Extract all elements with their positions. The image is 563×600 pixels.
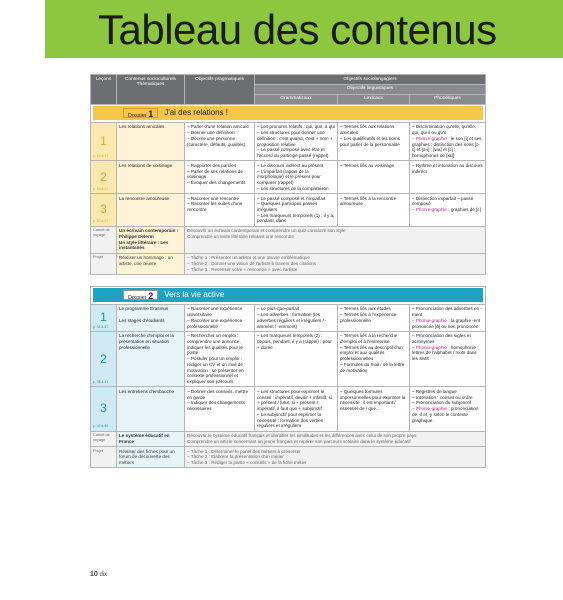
lesson-theme: Les relations de voisinage xyxy=(117,161,185,194)
dossier1-carnet-label: Carnet de voyage xyxy=(91,226,117,253)
phonetic-text: – Distinction imparfait – passé composé xyxy=(412,195,474,207)
lesson-phonetic xyxy=(410,331,486,387)
page-number-words: dix xyxy=(99,572,108,578)
lesson-pages: p. 14 à 17 xyxy=(93,154,109,159)
lesson-row xyxy=(91,304,486,331)
lesson-theme: La recherche d'emploi et la présentation en situation professionnelle xyxy=(117,331,185,387)
dossier2-carnet-label: Carnet de voyage xyxy=(91,431,117,446)
lesson-pragmatic: – Donner des conseils, mettre en garde – Indiquer des changements nécessaires xyxy=(185,387,255,431)
lesson-grammar: – Le plus-que-parfait – Les adverbes : formation (les adverbes réguliers et irréguliers / -amment / -emment) xyxy=(255,304,338,331)
phonie-graphie-text: prononciation de -il et -y selon le contexte graphique xyxy=(412,406,479,423)
header-sociolangagiers: Objectifs sociolangagiers xyxy=(255,75,486,85)
dossier2-projet-label: Projet xyxy=(91,447,117,468)
dossier1-carnet-theme: Un écrivain contemporain : Philippe Delerm Un style littéraire : Les instantanés xyxy=(117,226,185,253)
phonie-graphie-text: graphies de [ɛ] xyxy=(450,207,481,212)
phonetic-text: – Prononciation des adverbes en -ment xyxy=(412,306,482,318)
header-lexicaux: Lexicaux xyxy=(338,94,410,104)
lesson-pages: p. 18 à 21 xyxy=(93,186,109,191)
header-grammaticaux: Grammaticaux xyxy=(255,94,338,104)
lesson-number: 2 p. 18 à 21 xyxy=(91,161,117,194)
lesson-pragmatic: – Raconter une rencontre – Raconter les suites d'une rencontre xyxy=(185,194,255,227)
dossier1-projet-text: – Tâche 1 : Présenter un artiste et une œuvre emblématique – Tâche 2 : Donner une vision de l'artiste à travers des citations – Tâche 3 : Recenser votre « rencontre » avec l'artiste xyxy=(185,253,486,274)
dossier1-carnet-text: Découvrir un écrivain contemporain et comprendre un quiz consacré son style Comprendre un texte littéraire relatant une rencontre xyxy=(185,226,486,253)
lesson-lexical: – Termes liés aux études – Termes liés à l'expérience professionnelle xyxy=(338,304,410,331)
lesson-pages: p. 34 à 37 xyxy=(93,324,109,329)
phonetic-text: – Discrimination qu'elle, qu'elle, qui, qui il ou qu'il xyxy=(412,124,477,136)
dossier2-projet-text: – Tâche 1 : Déterminer le panel des métiers à présenter – Tâche 2 : Élaborer la présentation d'un métier – Tâche 3 : Rédiger la partie « conseils » de la fiche métier xyxy=(185,447,486,468)
header-lecons: Leçons xyxy=(91,75,117,105)
phonie-graphie-text: homophonie : lettres de l'alphabet / mots dans les SMS xyxy=(412,344,479,362)
title-band xyxy=(0,0,563,58)
dossier2-carnet-theme: Le système éducatif en France xyxy=(117,431,185,446)
lesson-pragmatic: – Rechercher un emploi : comprendre une annonce, indiquer les qualités pour le poste – Postuler pour un emploi : rédiger un CV et un mail de motivation ; se présenter en contexte professionnel et expliquer son parcours xyxy=(185,331,255,387)
lesson-grammar: – Les structures pour exprimer le conseil : impératif, devoir + infinitif, si + présent / futur, si + présent / impératif, il faut que + subjonctif – Le subjonctif pour exprimer la nécessité : formation des verbes réguliers et irréguliers xyxy=(255,387,338,431)
header-contenus: Contenus socioculturels Thématiques xyxy=(117,75,185,105)
phonie-graphie-text: la graphie -ent prononcée [ɑ̃] ou non prononcée xyxy=(412,317,481,329)
lesson-grammar: – Le discours indirect au présent – L'imparfait (rappel de la morphologie) et le présent pour comparer (rappel) – Les structures de la comparaison xyxy=(255,161,338,194)
lesson-lexical: – Termes liés à la recherche d'emploi et à l'entreprise – Termes liés au descriptif d'un emploi et aux qualités professionnelles – Formules du mail / de la lettre de motivation xyxy=(338,331,410,387)
lesson-pages: p. 38 à 41 xyxy=(93,380,109,385)
lesson-number: 3 p. 22 à 27 xyxy=(91,194,117,227)
phonetic-text: – Registres de langue – Intonation : conseil ou ordre – Prononciation du subjonctif xyxy=(412,388,473,406)
phonie-graphie-label: – Phonie-graphie : xyxy=(412,406,450,412)
lesson-grammar: – Les marqueurs temporels (2) : depuis, pendant, il y a (rappel) ; pour + durée xyxy=(255,331,338,387)
lesson-row xyxy=(91,194,486,227)
lesson-pragmatic: – Parler d'une relation amicale – Donner une définition – Décrire une personne (caractère, défauts, qualités) xyxy=(185,122,255,160)
dossier1-title: J'ai des relations ! xyxy=(164,108,228,118)
dossier2-label: Dossier 2 xyxy=(123,290,158,300)
phonetic-text: – Prononciation des sigles et acronymes xyxy=(412,333,471,345)
header-pragmatiques: Objectifs pragmatiques xyxy=(185,75,255,105)
dossier2-projet-theme: Réaliser des fiches pour un forum de découverte des métiers xyxy=(117,447,185,468)
lesson-phonetic xyxy=(410,387,486,431)
dossier1-projet-theme: Réaliser un hommage : un artiste, une œuvre xyxy=(117,253,185,274)
dossier1-projet-label: Projet xyxy=(91,253,117,274)
dossier1-label: Dossier 1 xyxy=(123,108,158,118)
lesson-theme: Le programme Erasmus Les stages d'étudiants xyxy=(117,304,185,331)
phonie-graphie-text: le son [i] et ses graphies ; distinction des sons [ɔ-ɛ] et [a-i] ; [wa] et [ɛ] : homophones de [kɛl] xyxy=(412,135,482,159)
dossier2-title: Vers la vie active xyxy=(164,290,225,300)
phonie-graphie-label: – Phonie-graphie : xyxy=(412,344,450,350)
lesson-lexical: – Termes liés au voisinage xyxy=(338,161,410,194)
header-phonetiques: Phonétiques xyxy=(410,94,486,104)
lesson-number: 3 p. 42 à 45 xyxy=(91,387,117,431)
lesson-row xyxy=(91,161,486,194)
lesson-phonetic xyxy=(410,194,486,227)
lesson-number: 2 p. 38 à 41 xyxy=(91,331,117,387)
lesson-number: 1 p. 34 à 37 xyxy=(91,304,117,331)
phonie-graphie-label: – Phonie-graphie : xyxy=(412,317,450,323)
dossier2-carnet-text: Découvrir le système éducatif français et identifier les similitudes et les différences avec celui de son propre pays Comprendre un article concernant un jeune français et repérer son parcours scolaire dans le système éducatif xyxy=(185,431,486,446)
lesson-grammar: – Les pronoms relatifs : qui, que, à qui – Les structures pour donner une définition : c'est quand, c'est + nom + proposition relative – Le passé composé avec être et l'accord du participe passé (rappel) xyxy=(255,122,338,160)
page-number: 10 xyxy=(90,571,98,578)
header-linguistiques: Objectifs linguistiques xyxy=(255,84,486,94)
phonetic-text: – Rythme et intonation au discours indirect xyxy=(412,162,483,174)
dossier2-banner xyxy=(93,288,483,302)
lesson-row xyxy=(91,387,486,431)
lesson-phonetic xyxy=(410,161,486,194)
lesson-theme: Les entretiens d'embauche xyxy=(117,387,185,431)
lesson-theme: La rencontre amoureuse xyxy=(117,194,185,227)
lesson-pages: p. 42 à 45 xyxy=(93,424,109,429)
page-footer xyxy=(90,571,107,578)
lesson-lexical: – Termes liés aux relations amicales – Les qualificatifs et les noms pour parler de la personnalité xyxy=(338,122,410,160)
lesson-lexical: – Termes liés à la rencontre amoureuse xyxy=(338,194,410,227)
lesson-row xyxy=(91,331,486,387)
lesson-pragmatic: – Raconter une expérience universitaire – Raconter une expérience professionnelle xyxy=(185,304,255,331)
lesson-lexical: – Quelques formules impersonnelles pour exprimer la nécessité : il est important / essentiel de / que… xyxy=(338,387,410,431)
phonie-graphie-label: – Phonie-graphie : xyxy=(412,135,450,141)
dossier1-banner xyxy=(93,106,483,120)
contents-table xyxy=(90,74,486,468)
lesson-number: 1 p. 14 à 17 xyxy=(91,122,117,160)
lesson-theme: Les relations amicales xyxy=(117,122,185,160)
phonie-graphie-label: – Phonie-graphie : xyxy=(412,207,450,212)
page-title: Tableau des contenus xyxy=(98,6,497,53)
lesson-pages: p. 22 à 27 xyxy=(93,219,109,224)
lesson-phonetic xyxy=(410,304,486,331)
lesson-pragmatic: – Rapporter des paroles – Parler de ses relations de voisinage – Évoquer des changements xyxy=(185,161,255,194)
lesson-grammar: – Le passé composé et l'imparfait – Quelques participes passés irréguliers – Les marqueurs temporels (1) : il y a, pendant, dans xyxy=(255,194,338,227)
contents-sheet xyxy=(90,74,485,468)
lesson-row xyxy=(91,122,486,160)
lesson-phonetic xyxy=(410,122,486,160)
